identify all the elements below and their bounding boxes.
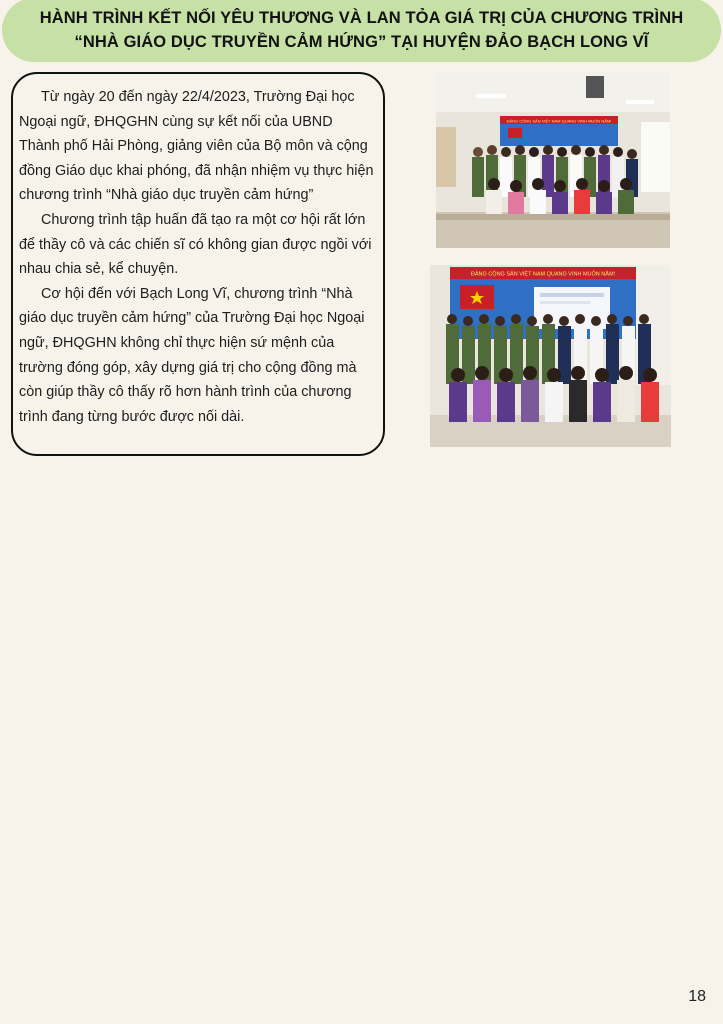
article-paragraph: Cơ hội đến với Bạch Long Vĩ, chương trình “Nhà giáo dục truyền cảm hứng” của Trường Đại học Ngoại ngữ, ĐHQGHN không chỉ thực hiện sứ mệnh của trường đóng góp, xây dựng giá trị cho cộng đồng mà còn giúp thầy cô thấy rõ hơn hành trình của chương trình đang từng bước được nối dài. [19,285,365,425]
article-paragraph: Chương trình tập huấn đã tạo ra một cơ hội rất lớn để thầy cô và các chiến sĩ có không gian được ngồi với nhau chia sẻ, kể chuyện. [19,211,372,278]
article-paragraph: Từ ngày 20 đến ngày 22/4/2023, Trường Đại học Ngoại ngữ, ĐHQGHN cùng sự kết nối của UBND Thành phố Hải Phòng, giảng viên của Bộ môn và cộng đồng Giáo dục khai phóng, đã nhận nhiệm vụ thực hiện chương trình “Nhà giáo dục truyền cảm hứng” [19,89,374,204]
article-text-box [11,72,385,456]
title-banner [2,0,721,62]
page-number: 18 [688,988,706,1005]
page-title-line-1: HÀNH TRÌNH KẾT NỐI YÊU THƯƠNG VÀ LAN TỎA GIÁ TRỊ CỦA CHƯƠNG TRÌNH [39,9,684,27]
group-photo-with-soldiers [430,265,671,447]
group-photo-meeting-room [436,72,670,248]
page-title-line-2: “NHÀ GIÁO DỤC TRUYỀN CẢM HỨNG” TẠI HUYỆN ĐẢO BẠCH LONG VĨ [74,33,649,51]
photo-banner-text: ĐẢNG CỘNG SẢN VIỆT NAM QUANG VINH MUÔN NĂM! [470,271,616,278]
photo-banner-text: ĐẢNG CỘNG SẢN VIỆT NAM QUANG VINH MUÔN NĂM! [506,118,612,124]
